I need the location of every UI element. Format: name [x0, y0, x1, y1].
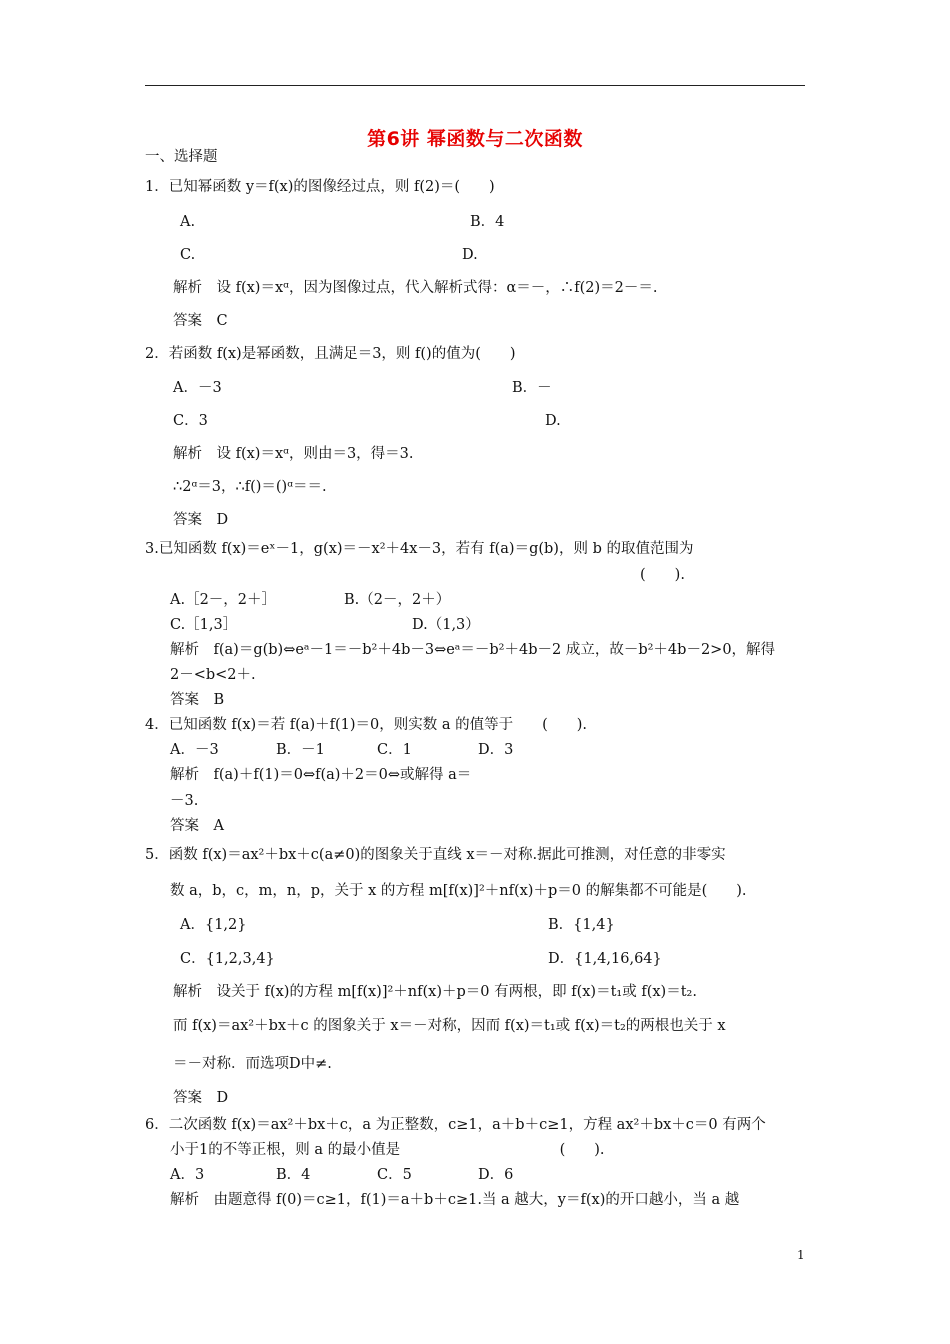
- q3-option-a: A.［2－，2＋］: [170, 592, 277, 608]
- q4-analysis-cont: －3.: [170, 793, 199, 809]
- question-6: 6．二次函数 f(x)＝ax²＋bx＋c，a 为正整数，c≥1，a＋b＋c≥1，方程 ax²＋bx＋c＝0 有两个: [145, 1117, 766, 1133]
- q5-option-b: B．{1,4}: [548, 917, 615, 933]
- q4-option-d: D．3: [478, 742, 514, 758]
- section-heading: 一、选择题: [145, 149, 218, 165]
- q6-option-c: C．5: [377, 1167, 412, 1183]
- q2-answer: 答案 D: [173, 512, 229, 528]
- question-5-cont: 数 a，b，c，m，n，p，关于 x 的方程 m[f(x)]²＋nf(x)＋p＝0 的解集都不可能是( ).: [170, 883, 747, 899]
- q2-analysis: 解析 设 f(x)＝xᵅ，则由＝3，得＝3.: [173, 446, 414, 462]
- q1-option-a: A.: [180, 214, 196, 230]
- q4-option-a: A．－3: [170, 742, 219, 758]
- question-4: 4．已知函数 f(x)＝若 f(a)＋f(1)＝0，则实数 a 的值等于 ( ).: [145, 717, 588, 733]
- q3-option-c: C.［1,3］: [170, 617, 238, 633]
- question-5: 5．函数 f(x)＝ax²＋bx＋c(a≠0)的图象关于直线 x＝－对称.据此可推测，对任意的非零实: [145, 847, 726, 863]
- q4-analysis: 解析 f(a)＋f(1)＝0⇔f(a)＋2＝0⇔或解得 a＝: [170, 767, 472, 783]
- q6-option-d: D．6: [478, 1167, 514, 1183]
- q2-option-a: A．－3: [173, 380, 222, 396]
- question-3: 3.已知函数 f(x)＝eˣ－1，g(x)＝－x²＋4x－3，若有 f(a)＝g(b)，则 b 的取值范围为: [145, 541, 694, 557]
- page-number: 1: [797, 1248, 805, 1262]
- q2-option-b: B．－: [512, 380, 552, 396]
- q3-analysis: 解析 f(a)＝g(b)⇔eᵃ－1＝－b²＋4b－3⇔eᵃ＝－b²＋4b－2 成立，故－b²＋4b－2>0，解得: [170, 642, 776, 658]
- q5-analysis: 解析 设关于 f(x)的方程 m[f(x)]²＋nf(x)＋p＝0 有两根，即 f(x)＝t₁或 f(x)＝t₂.: [173, 984, 697, 1000]
- q1-answer: 答案 C: [173, 313, 228, 329]
- q5-option-c: C．{1,2,3,4}: [180, 951, 275, 967]
- q2-option-c: C．3: [173, 413, 208, 429]
- q1-option-b: B．4: [470, 214, 505, 230]
- question-6-cont: 小于1的不等正根，则 a 的最小值是 ( ).: [170, 1142, 605, 1158]
- q4-answer: 答案 A: [170, 818, 224, 834]
- q3-bracket: ( ).: [640, 567, 685, 583]
- q2-analysis-cont: ∴2ᵅ＝3，∴f()＝()ᵅ＝＝.: [173, 479, 327, 495]
- page-title: 第6讲 幂函数与二次函数: [367, 128, 583, 150]
- q5-answer: 答案 D: [173, 1090, 229, 1106]
- q1-option-d: D.: [462, 247, 478, 263]
- question-1: 1．已知幂函数 y＝f(x)的图像经过点，则 f(2)＝( ): [145, 179, 495, 195]
- q6-analysis: 解析 由题意得 f(0)＝c≥1，f(1)＝a＋b＋c≥1.当 a 越大，y＝f(x)的开口越小，当 a 越: [170, 1192, 740, 1208]
- q3-analysis-cont: 2－<b<2＋.: [170, 667, 256, 683]
- q3-answer: 答案 B: [170, 692, 225, 708]
- header-rule: [145, 85, 805, 86]
- q6-option-a: A．3: [170, 1167, 205, 1183]
- q2-option-d: D.: [545, 413, 561, 429]
- q5-option-d: D．{1,4,16,64}: [548, 951, 662, 967]
- q5-analysis-cont: 而 f(x)＝ax²＋bx＋c 的图象关于 x＝－对称，因而 f(x)＝t₁或 f(x)＝t₂的两根也关于 x: [173, 1018, 726, 1034]
- q6-option-b: B．4: [276, 1167, 311, 1183]
- question-2: 2．若函数 f(x)是幂函数，且满足＝3，则 f()的值为( ): [145, 346, 516, 362]
- q5-analysis-cont2: ＝－对称．而选项D中≠.: [173, 1056, 332, 1072]
- q1-option-c: C.: [180, 247, 196, 263]
- q4-option-c: C．1: [377, 742, 412, 758]
- q4-option-b: B．－1: [276, 742, 325, 758]
- q1-analysis: 解析 设 f(x)＝xᵅ，因为图像过点，代入解析式得：α＝－，∴f(2)＝2－＝.: [173, 280, 658, 296]
- q3-option-d: D.（1,3）: [412, 617, 480, 633]
- q5-option-a: A．{1,2}: [180, 917, 247, 933]
- q3-option-b: B.（2－，2＋）: [344, 592, 451, 608]
